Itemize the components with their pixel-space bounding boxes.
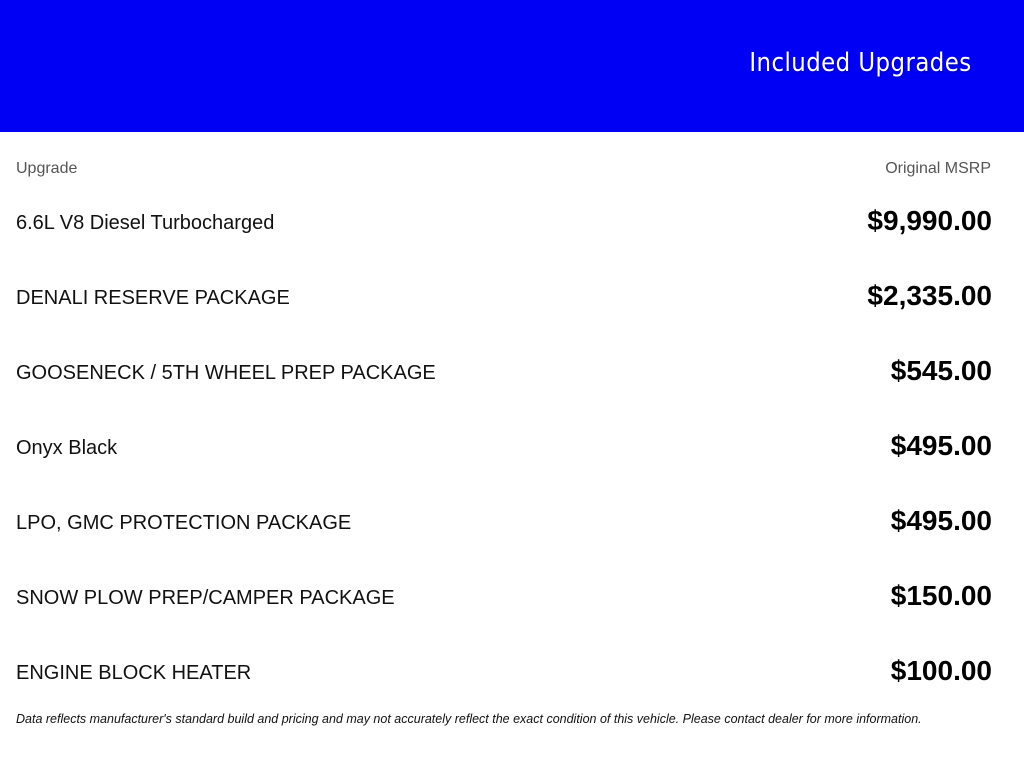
header-banner bbox=[0, 0, 1024, 132]
upgrade-row bbox=[16, 485, 992, 560]
upgrade-price: $150.00 bbox=[890, 580, 992, 611]
upgrade-row bbox=[16, 260, 992, 335]
column-header-upgrade: Upgrade bbox=[16, 160, 78, 177]
upgrade-price: $100.00 bbox=[890, 655, 992, 686]
upgrade-name: GOOSENECK / 5TH WHEEL PREP PACKAGE bbox=[16, 362, 436, 384]
upgrade-row bbox=[16, 560, 992, 635]
upgrade-row bbox=[16, 635, 992, 710]
upgrade-price: $495.00 bbox=[890, 430, 992, 461]
upgrade-name: Onyx Black bbox=[16, 437, 118, 459]
upgrade-row bbox=[16, 335, 992, 410]
upgrade-name: ENGINE BLOCK HEATER bbox=[16, 662, 252, 684]
upgrades-list bbox=[16, 185, 992, 710]
upgrade-name: SNOW PLOW PREP/CAMPER PACKAGE bbox=[16, 587, 395, 609]
upgrade-name: LPO, GMC PROTECTION PACKAGE bbox=[16, 512, 352, 534]
page-title: Included Upgrades bbox=[749, 48, 972, 78]
upgrade-price: $9,990.00 bbox=[867, 205, 992, 236]
disclaimer-footnote: Data reflects manufacturer's standard build and pricing and may not accurately reflect the exact condition of this vehicle. Please contact dealer for more information. bbox=[16, 712, 922, 726]
upgrade-price: $2,335.00 bbox=[867, 280, 992, 311]
upgrade-price: $495.00 bbox=[890, 505, 992, 536]
column-header-msrp: Original MSRP bbox=[885, 160, 991, 177]
column-headers bbox=[16, 160, 992, 180]
upgrade-price: $545.00 bbox=[890, 355, 992, 386]
upgrade-row bbox=[16, 410, 992, 485]
upgrade-row bbox=[16, 185, 992, 260]
upgrade-name: DENALI RESERVE PACKAGE bbox=[16, 287, 290, 309]
upgrade-name: 6.6L V8 Diesel Turbocharged bbox=[16, 212, 275, 234]
